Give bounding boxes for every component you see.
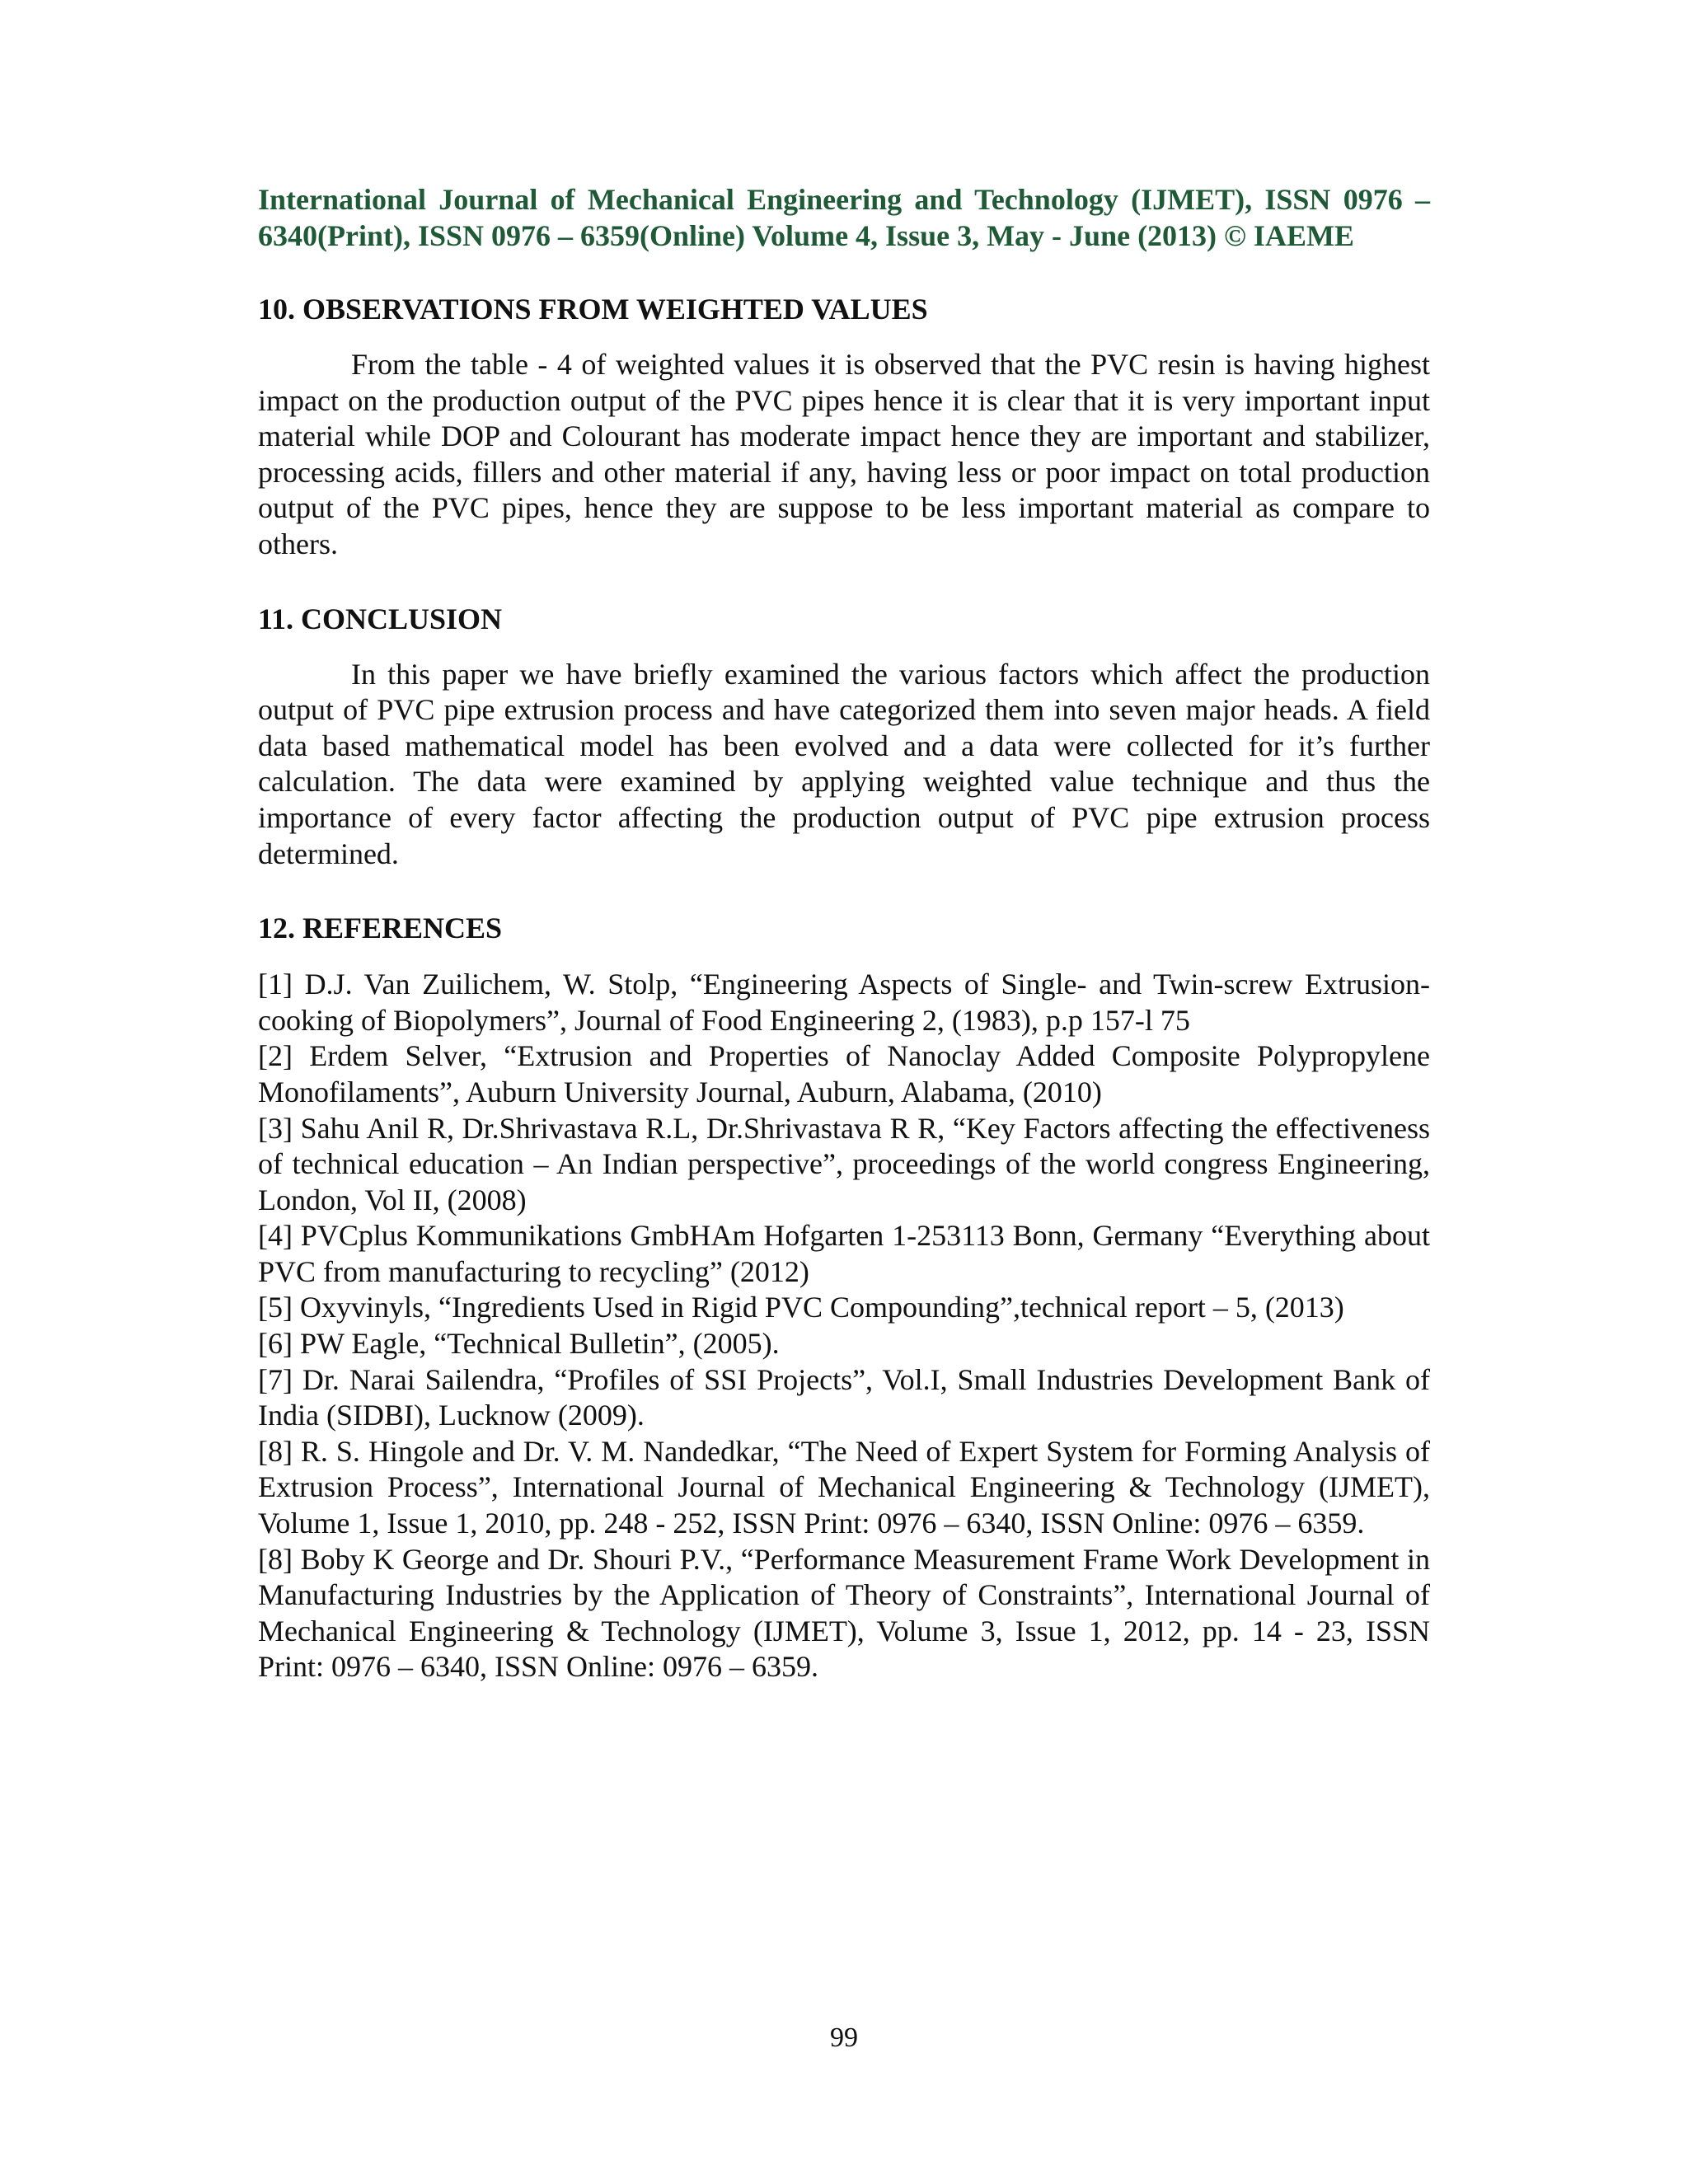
page-number: 99 [830, 2022, 858, 2053]
conclusion-paragraph: In this paper we have briefly examined the various factors which affect the production output of PVC pipe extrusion process and have categorized them into seven major heads. A field data based mathematical model has been evolved and a data were collected for it’s further calculation. The data were examined by applying weighted value technique and thus the importance of every factor affecting the production output of PVC pipe extrusion process determined. [258, 657, 1430, 870]
reference-item-1: [1] D.J. Van Zuilichem, W. Stolp, “Engineering Aspects of Single- and Twin-screw Extrusion-cooking of Biopolymers”, Journal of Food Engineering 2, (1983), p.p 157-l 75 [258, 968, 1430, 1037]
section-heading-references: 12. REFERENCES [258, 912, 503, 945]
reference-item-5: [5] Oxyvinyls, “Ingredients Used in Rigid PVC Compounding”,technical report – 5, (2013) [258, 1291, 1344, 1324]
reference-item-6: [6] PW Eagle, “Technical Bulletin”, (2005). [258, 1327, 780, 1361]
reference-list [258, 967, 1430, 1685]
reference-item-4: [4] PVCplus Kommunikations GmbHAm Hofgarten 1-253113 Bonn, Germany “Everything about PVC from manufacturing to recycling” (2012) [258, 1219, 1430, 1288]
reference-item-7: [7] Dr. Narai Sailendra, “Profiles of SSI Projects”, Vol.I, Small Industries Development Bank of India (SIDBI), Lucknow (2009). [258, 1362, 1430, 1432]
reference-item-2: [2] Erdem Selver, “Extrusion and Properties of Nanoclay Added Composite Polypropylene Monofilaments”, Auburn University Journal, Auburn, Alabama, (2010) [258, 1039, 1430, 1108]
section-heading-conclusion: 11. CONCLUSION [258, 602, 503, 635]
document-page [258, 181, 1430, 1685]
observations-paragraph: From the table - 4 of weighted values it is observed that the PVC resin is having highest impact on the production output of the PVC pipes hence it is clear that it is very important input material while DOP and Colourant has moderate impact hence they are important and stabilizer, processing acids, fillers and other material if any, having less or poor impact on total production output of the PVC pipes, hence they are suppose to be less important material as compare to others. [258, 348, 1430, 560]
section-heading-observations: 10. OBSERVATIONS FROM WEIGHTED VALUES [258, 293, 928, 326]
reference-item-9: [8] Boby K George and Dr. Shouri P.V., “Performance Measurement Frame Work Development in Manufacturing Industries by the Application of Theory of Constraints”, International Journal of Mechanical Engineering & Technology (IJMET), Volume 3, Issue 1, 2012, pp. 14 - 23, ISSN Print: 0976 – 6340, ISSN Online: 0976 – 6359. [258, 1542, 1430, 1684]
reference-item-8: [8] R. S. Hingole and Dr. V. M. Nandedkar, “The Need of Expert System for Forming Analysis of Extrusion Process”, International Journal of Mechanical Engineering & Technology (IJMET), Volume 1, Issue 1, 2010, pp. 248 - 252, ISSN Print: 0976 – 6340, ISSN Online: 0976 – 6359. [258, 1434, 1430, 1540]
journal-header: International Journal of Mechanical Engineering and Technology (IJMET), ISSN 0976 – 6340(Print), ISSN 0976 – 6359(Online) Volume 4, Issue 3, May - June (2013) © IAEME [258, 183, 1430, 252]
reference-item-3: [3] Sahu Anil R, Dr.Shrivastava R.L, Dr.Shrivastava R R, “Key Factors affecting the effectiveness of technical education – An Indian perspective”, proceedings of the world congress Engineering, London, Vol II, (2008) [258, 1111, 1430, 1216]
